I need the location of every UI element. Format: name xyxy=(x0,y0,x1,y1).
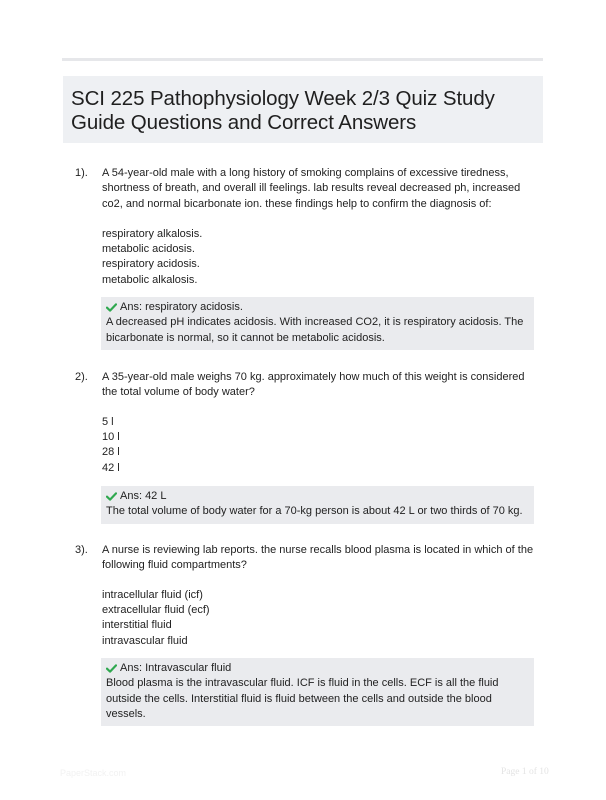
answer-explanation: A decreased pH indicates acidosis. With increased CO2, it is respiratory acidosis. The bicarbonate is normal, so it cannot be metabolic acidosis. xyxy=(106,316,524,344)
question-number: 3). xyxy=(75,544,88,556)
page-number: Page 1 of 10 xyxy=(501,767,549,777)
check-icon xyxy=(106,492,117,501)
title-banner xyxy=(63,76,543,143)
option-item: respiratory alkalosis. xyxy=(102,228,203,240)
option-item: 10 l xyxy=(102,431,120,444)
option-list xyxy=(102,415,522,476)
question-number: 1). xyxy=(75,167,88,179)
footer-watermark: PaperStack.com xyxy=(60,768,127,778)
question-number: 2). xyxy=(75,371,88,383)
answer-label: Ans: Intravascular fluid xyxy=(120,662,232,674)
answer-header xyxy=(106,661,529,676)
option-item: extracellular fluid (ecf) xyxy=(102,604,210,617)
answer-header xyxy=(106,300,529,315)
option-item: intracellular fluid (icf) xyxy=(102,589,203,601)
option-item: metabolic acidosis. xyxy=(102,243,195,256)
option-list xyxy=(102,588,522,649)
answer-explanation: The total volume of body water for a 70-kg person is about 42 L or two thirds of 70 kg. xyxy=(106,505,523,518)
answer-explanation: Blood plasma is the intravascular fluid. ICF is fluid in the cells. ECF is all the fluid outside the cells. Interstitial fluid is fluid between the cells and outside the blood vessels. xyxy=(106,677,499,721)
option-item: metabolic alkalosis. xyxy=(102,273,198,286)
option-item: 42 l xyxy=(102,461,120,474)
option-list xyxy=(102,227,522,288)
check-icon xyxy=(106,303,117,312)
question-text: A 54-year-old male with a long history of smoking complains of excessive tiredness, shortness of breath, and overall ill feelings. lab results reveal decreased ph, increased co2, and normal bicarbonate ion. these findings help to confirm the diagnosis of: xyxy=(102,167,521,210)
answer-box xyxy=(101,486,534,524)
question-text: A nurse is reviewing lab reports. the nurse recalls blood plasma is located in which of the following fluid compartments? xyxy=(102,544,534,572)
option-item: 5 l xyxy=(102,416,114,428)
answer-label: Ans: 42 L xyxy=(120,490,167,502)
answer-header xyxy=(106,489,529,504)
option-item: respiratory acidosis. xyxy=(102,258,200,271)
answer-box xyxy=(101,658,534,726)
check-icon xyxy=(106,664,117,673)
option-item: 28 l xyxy=(102,446,120,459)
header-divider xyxy=(62,58,543,61)
answer-box xyxy=(101,297,534,350)
document-title: SCI 225 Pathophysiology Week 2/3 Quiz Study Guide Questions and Correct Answers xyxy=(71,87,495,134)
option-item: interstitial fluid xyxy=(102,619,172,632)
option-item: intravascular fluid xyxy=(102,634,188,647)
answer-label: Ans: respiratory acidosis. xyxy=(120,301,243,313)
question-text: A 35-year-old male weighs 70 kg. approximately how much of this weight is considered the total volume of body water? xyxy=(102,371,525,399)
